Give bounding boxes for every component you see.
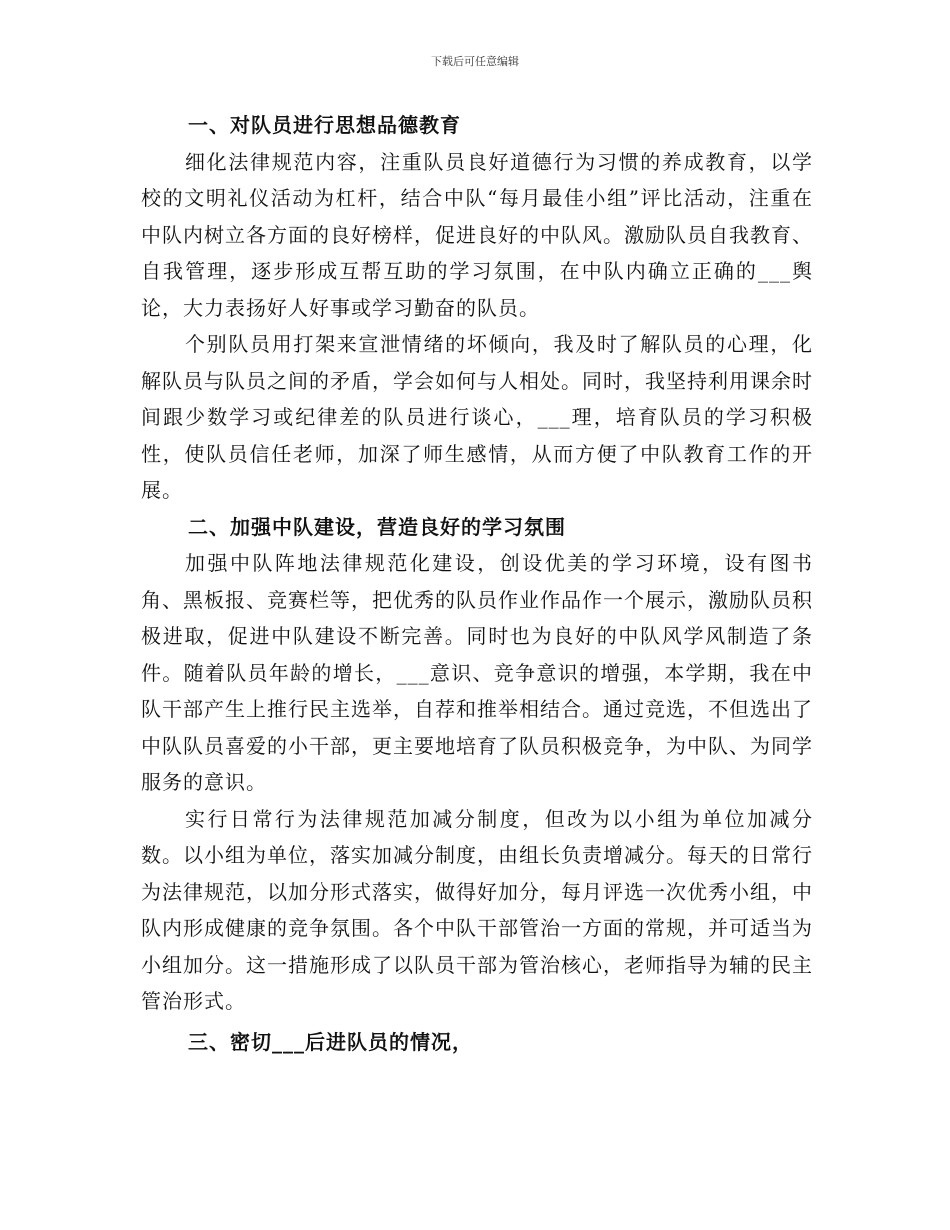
paragraph: 加强中队阵地法律规范化建设，创设优美的学习环境，设有图书角、黑板报、竞赛栏等，把优秀的队员作业作品作一个展示，激励队员积极进取，促进中队建设不断完善。同时也为良好的中队风学风制造了条件。随着队员年龄的增长，___意识、竞争意识的增强，本学期，我在中队干部产生上推行民主选举，自荐和推举相结合。通过竞选，不但选出了中队队员喜爱的小干部，更主要地培育了队员积极竞争，为中队、为同学服务的意识。 — [141, 551, 813, 794]
section-2 — [141, 509, 813, 1020]
section-3 — [141, 1024, 813, 1061]
section-heading: 二、加强中队建设，营造良好的学习氛围 — [188, 514, 566, 539]
paragraph: 实行日常行为法律规范加减分制度，但改为以小组为单位加减分数。以小组为单位，落实加减分制度，由组长负责增减分。每天的日常行为法律规范，以加分形式落实，做得好加分，每月评选一次优秀小组，中队内形成健康的竞争氛围。各个中队干部管治一方面的常规，并可适当为小组加分。这一措施形成了以队员干部为管治核心，老师指导为辅的民主管治形式。 — [141, 806, 813, 1013]
paragraph: 细化法律规范内容，注重队员良好道德行为习惯的养成教育，以学校的文明礼仪活动为杠杆，结合中队“每月最佳小组”评比活动，注重在中队内树立各方面的良好榜样，促进良好的中队风。激励队员自我教育、自我管理，逐步形成互帮互助的学习氛围，在中队内确立正确的___舆论，大力表扬好人好事或学习勤奋的队员。 — [141, 149, 813, 320]
page-header-note: 下载后可任意编辑 — [431, 55, 519, 68]
document-body — [141, 107, 813, 1060]
section-heading: 一、对队员进行思想品德教育 — [188, 113, 461, 137]
section-1 — [141, 107, 813, 509]
section-heading: 三、密切___后进队员的情况， — [188, 1029, 473, 1054]
paragraph: 个别队员用打架来宣泄情绪的坏倾向，我及时了解队员的心理，化解队员与队员之间的矛盾，学会如何与人相处。同时，我坚持利用课余时间跟少数学习或纪律差的队员进行谈心，___理，培育队员的学习积极性，使队员信任老师，加深了师生感情，从而方便了中队教育工作的开展。 — [141, 332, 813, 502]
